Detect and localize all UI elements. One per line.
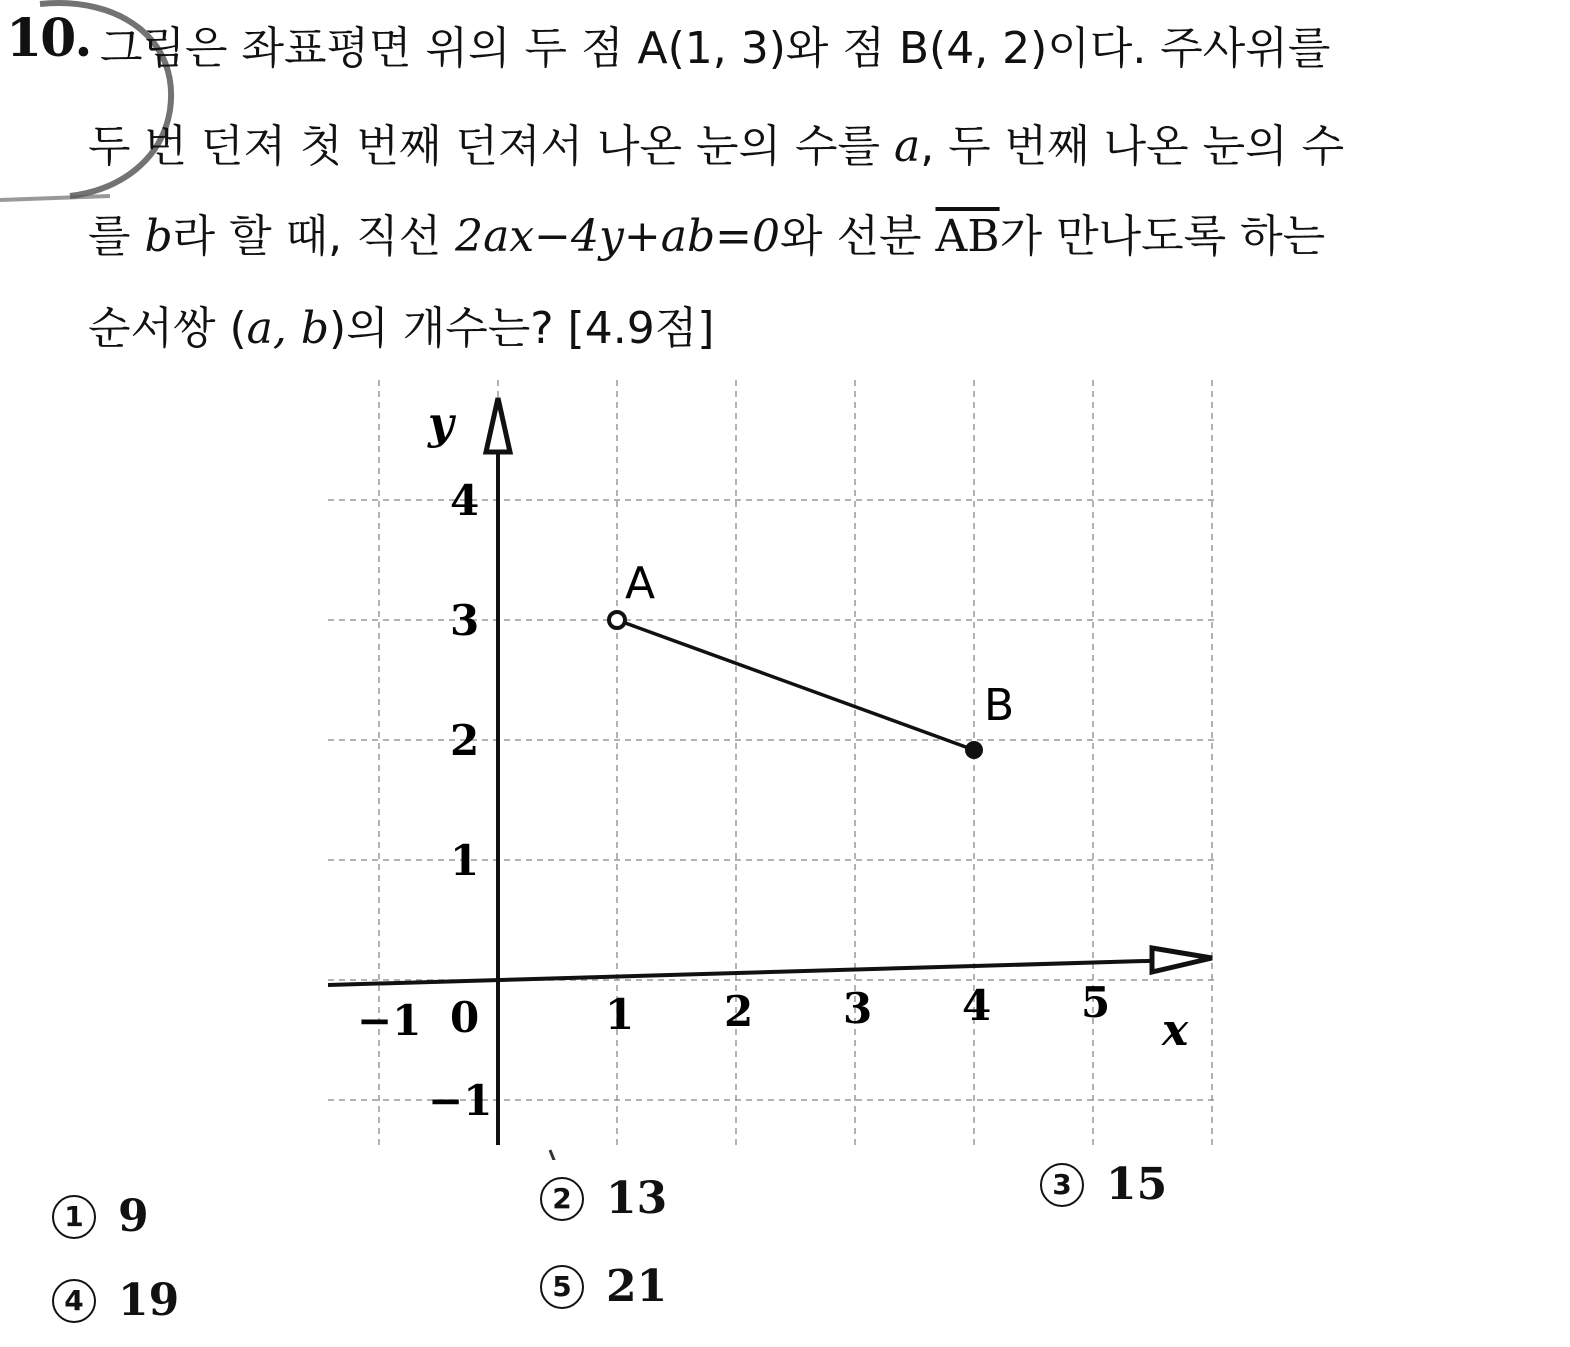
- choice-value: 9: [118, 1191, 149, 1242]
- y-tick-label: 3: [450, 596, 480, 645]
- x-axis-label: x: [1162, 1005, 1189, 1056]
- variable-b: b: [144, 211, 173, 262]
- line-equation: 2ax−4y+ab=0: [455, 211, 781, 262]
- x-tick-label: 5: [1081, 978, 1111, 1027]
- variable-a: a: [893, 121, 921, 172]
- point-a-label: A: [625, 558, 656, 609]
- y-tick-label: −1: [428, 1076, 493, 1125]
- y-tick-label: 2: [450, 716, 480, 765]
- ordered-pair-vars: a, b: [246, 303, 330, 354]
- choice-1[interactable]: [52, 1188, 149, 1242]
- segment-ab: $\overline{AB}$: [935, 211, 1000, 262]
- coordinate-graph: [300, 360, 1240, 1160]
- question-text: )의 개수는? [4.9점]: [329, 303, 715, 354]
- choice-2[interactable]: [540, 1170, 667, 1224]
- x-tick-label: 1: [605, 990, 635, 1039]
- choice-value: 13: [606, 1173, 668, 1224]
- x-axis: [328, 960, 1180, 985]
- x-tick-label: −1: [357, 996, 422, 1045]
- question-line-3: [88, 200, 1325, 264]
- x-axis-arrow: [1152, 948, 1212, 972]
- point-a: [609, 612, 625, 628]
- question-line-2: [88, 110, 1344, 174]
- choice-3[interactable]: [1040, 1156, 1167, 1210]
- choice-value: 15: [1106, 1159, 1168, 1210]
- x-tick-label: 3: [843, 984, 873, 1033]
- handwritten-check-mark: [550, 1150, 570, 1160]
- point-b-label: B: [984, 680, 1015, 731]
- y-axis-arrow: [486, 398, 510, 452]
- question-text: 를: [88, 211, 145, 262]
- question-text: 그림은 좌표평면 위의 두 점 A(1, 3)와 점 B(4, 2)이다. 주사위를: [100, 23, 1331, 74]
- question-text: 두 번 던져 첫 번째 던져서 나온 눈의 수를: [88, 121, 894, 172]
- choice-number: 4: [52, 1279, 96, 1323]
- choice-5[interactable]: [540, 1258, 667, 1312]
- choice-number: 5: [540, 1265, 584, 1309]
- question-text: 라 할 때, 직선: [172, 211, 456, 262]
- question-text: 가 만나도록 하는: [999, 211, 1326, 262]
- question-line-4: [88, 292, 714, 356]
- choice-number: 1: [52, 1195, 96, 1239]
- question-line-1: [100, 12, 1330, 76]
- question-text: 와 선분: [780, 211, 936, 262]
- x-tick-label: 4: [962, 981, 992, 1030]
- x-tick-labels: [357, 978, 1110, 1045]
- choice-number: 2: [540, 1177, 584, 1221]
- choice-value: 19: [118, 1275, 180, 1326]
- question-text: , 두 번째 나온 눈의 수: [920, 121, 1345, 172]
- segment-ab-line: [617, 620, 974, 750]
- point-b: [965, 741, 983, 759]
- choice-value: 21: [606, 1261, 668, 1312]
- y-axis-label: y: [428, 398, 454, 449]
- y-tick-label: 1: [450, 836, 480, 885]
- y-tick-label: 4: [450, 476, 480, 525]
- choice-number: 3: [1040, 1163, 1084, 1207]
- question-text: 순서쌍 (: [88, 303, 247, 354]
- x-tick-label: 0: [450, 993, 480, 1042]
- x-tick-label: 2: [724, 987, 754, 1036]
- choice-4[interactable]: [52, 1272, 179, 1326]
- question-number: 10.: [6, 8, 91, 69]
